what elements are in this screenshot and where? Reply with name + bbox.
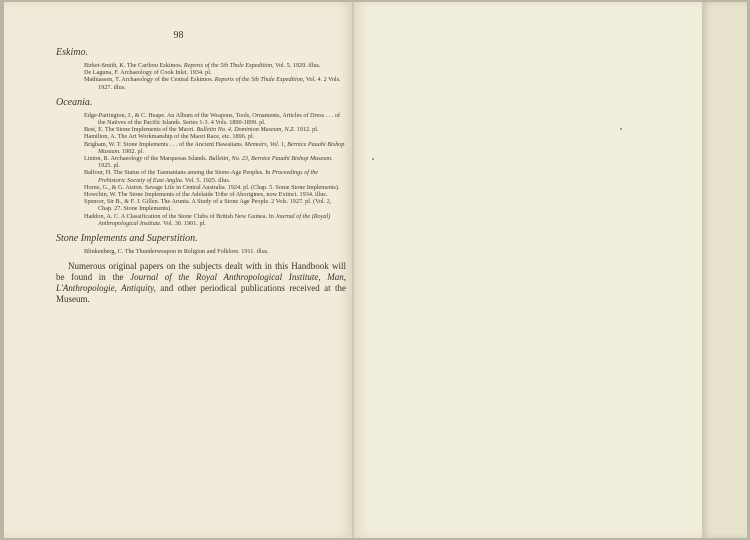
section-oceania [56, 97, 346, 227]
bibliography-entry: Brigham, W. T. Stone Implements . . . of the Ancient Hawaiians. Memoirs, Vol. 1, Bernice Pauahi Bishop Museum. 1902. pl. [84, 140, 345, 155]
bibliography-entry: Best, E. The Stone Implements of the Maori. Bulletin No. 4, Dominion Museum, N.Z. 1912. pl. [84, 126, 319, 134]
section-title: Eskimo. [56, 47, 88, 58]
bibliography-entry: Hamilton, A. The Art Workmanship of the Maori Race, etc. 1896. pl. [84, 133, 255, 141]
page-number: 98 [173, 30, 184, 41]
bibliography-entry: Balfour, H. The Status of the Tasmanians among the Stone-Age Peoples. In Proceedings of the Prehistoric Society of East Anglia. Vol. 5. 1925. illus. [84, 169, 319, 184]
bibliography-entry: Edge-Partington, J., & C. Heape. An Album of the Weapons, Tools, Ornaments, Articles of Dress . . . of the Natives of the Pacific Islands. Series 1-3. 4 Vols. 1890-1899. pl. [84, 111, 341, 127]
section-eskimo [56, 47, 346, 91]
closing-paragraph: Numerous original papers on the subjects dealt with in this Handbook will be found in the Journal of the Royal Anthropological Institute, Man, L'Anthropologie, Antiquity, and other periodical publications received at the Museum. [56, 261, 346, 305]
left-page [4, 2, 353, 538]
bibliography-entry: Spencer, Sir B., & F. J. Gillen. The Arunta. A Study of a Stone Age People. 2 Vols. 1927. pl. (Vol. 2, Chap. 27. Stone Implements). [84, 198, 332, 213]
bibliography-entry: Howchin, W. The Stone Implements of the Adelaide Tribe of Aborigines, now Extinct. 1934. illus. [84, 191, 328, 199]
paper-speck [620, 128, 622, 130]
paper-speck [372, 158, 374, 160]
bibliography-entry: De Laguna, F. Archaeology of Cook Inlet. 1934. pl. [84, 69, 212, 77]
bibliography-entry: Birket-Smith, K. The Caribou Eskimos. Reports of the 5th Thule Expedition, Vol. 5. 1929. illus. [84, 62, 321, 69]
bibliography-entry: Haddon, A. C. A Classification of the Stone Clubs of British New Guinea. In Journal of the (Royal) Anthropological Institute. Vol. 30. 1901. pl. [84, 212, 331, 227]
bibliography [56, 47, 346, 305]
bibliography-entry: Blinkenberg, C. The Thunderweapon in Religion and Folklore. 1911. illus. [84, 248, 269, 256]
bibliography-entry: Mathiassen, T. Archaeology of the Central Eskimos. Reports of the 5th Thule Expedition, Vol. 4. 2 Vols. 1927. illus. [84, 76, 341, 91]
bibliography-entry: Linton, R. Archaeology of the Marquesas Islands. Bulletin, No. 23, Bernice Pauahi Bishop Museum. 1925. pl. [84, 155, 333, 170]
section-superstition [56, 233, 346, 255]
bibliography-entry: Horne, G., & G. Aiston. Savage Life in Central Australia. 1924. pl. (Chap. 5. Some Stone Implements). [84, 183, 340, 191]
right-page-blank [354, 2, 702, 538]
section-title: Oceania. [56, 96, 93, 108]
section-title: Stone Implements and Superstition. [56, 233, 198, 245]
page-edges [702, 2, 747, 538]
